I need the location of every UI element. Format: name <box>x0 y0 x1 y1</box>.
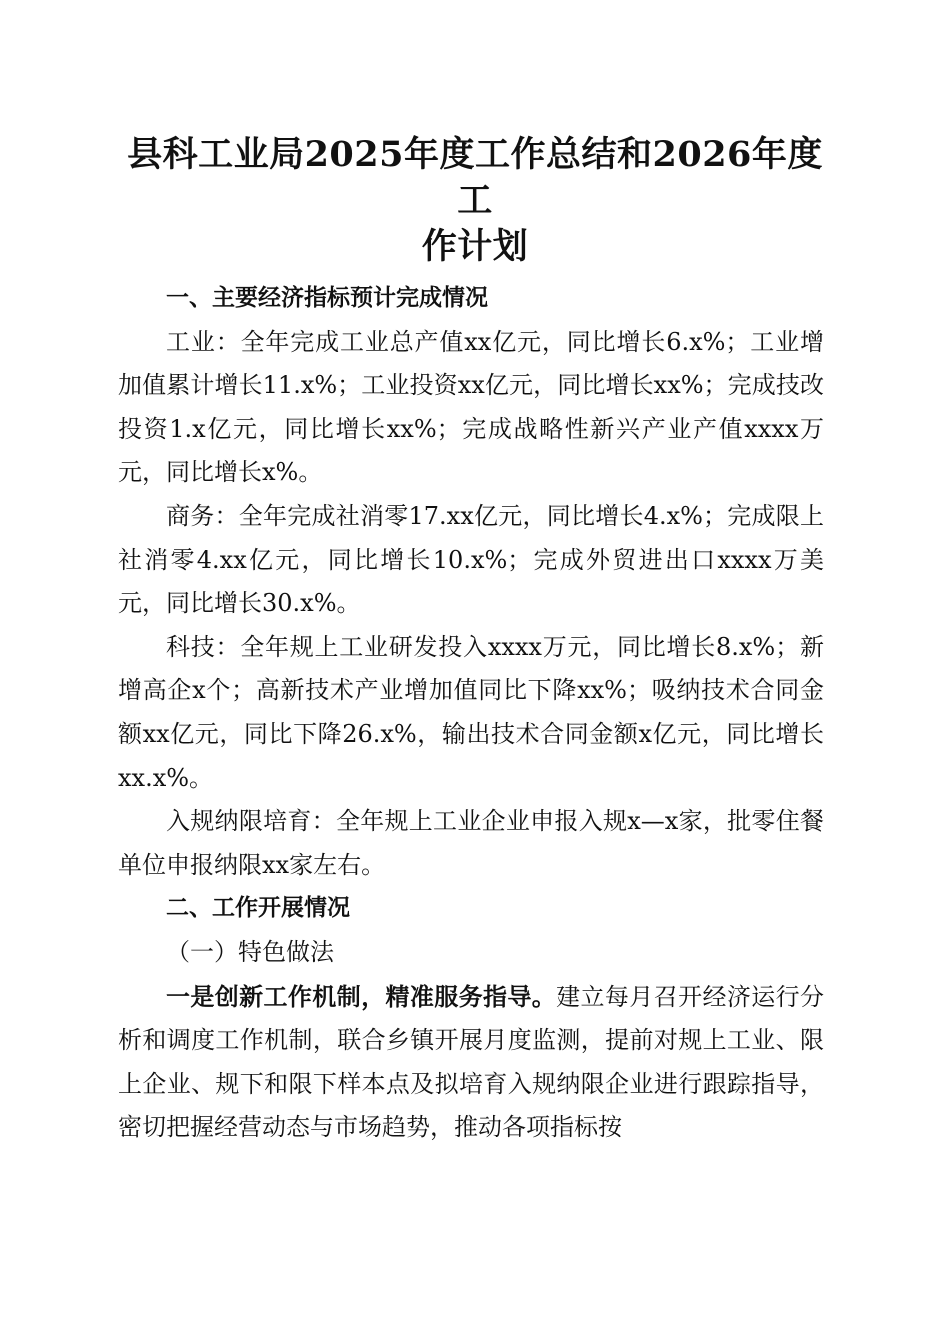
document-title <box>110 132 840 270</box>
section-2-subheading: （一）特色做法 <box>166 937 334 966</box>
technology-paragraph: 科技：全年规上工业研发投入xxxx万元，同比增长8.x%；新增高企x个；高新技术产业增加值同比下降xx%；吸纳技术合同金额xx亿元，同比下降26.x%，输出技术合同金额x亿元，同比增长xx.x%。 <box>118 632 824 792</box>
cultivation-paragraph: 入规纳限培育：全年规上工业企业申报入规x—x家，批零住餐单位申报纳限xx家左右。 <box>118 807 824 879</box>
title-line-2: 作计划 <box>421 226 529 267</box>
item-1-lead: 一是创新工作机制，精准服务指导。 <box>166 981 557 1011</box>
document-body <box>118 277 824 1150</box>
section-1-heading: 一、主要经济指标预计完成情况 <box>166 285 488 311</box>
title-line-1: 县科工业局2025年度工作总结和2026年度工 <box>127 134 823 221</box>
industry-paragraph: 工业：全年完成工业总产值xx亿元，同比增长6.x%；工业增加值累计增长11.x%；工业投资xx亿元，同比增长xx%；完成技改投资1.x亿元，同比增长xx%；完成战略性新兴产业产值xxxx万元，同比增长x%。 <box>118 327 824 487</box>
item-1-text: 建立每月召开经济运行分析和调度工作机制，联合乡镇开展月度监测，提前对规上工业、限上企业、规下和限下样本点及拟培育入规纳限企业进行跟踪指导，密切把握经营动态与市场趋势，推动各项指标按 <box>118 982 825 1142</box>
item-1-paragraph <box>118 975 824 1150</box>
commerce-paragraph: 商务：全年完成社消零17.xx亿元，同比增长4.x%；完成限上社消零4.xx亿元，同比增长10.x%；完成外贸进出口xxxx万美元，同比增长30.x%。 <box>118 501 824 618</box>
section-2-heading: 二、工作开展情况 <box>166 895 350 922</box>
